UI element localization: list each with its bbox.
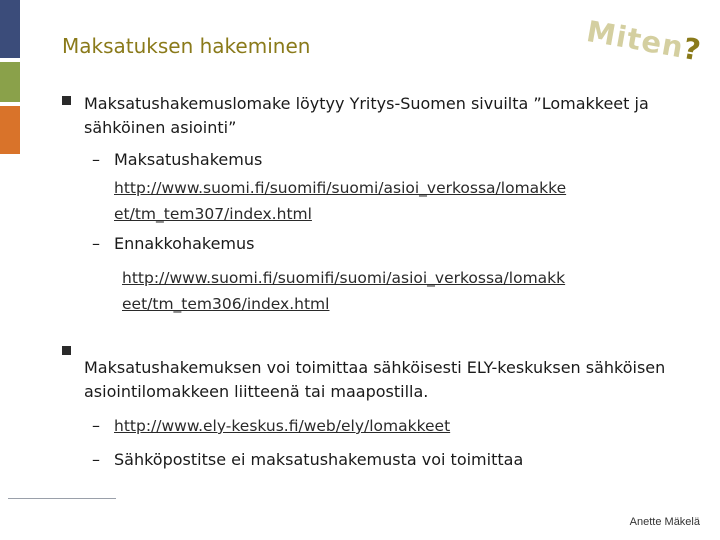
link-ennakkohakemus-line1[interactable]: http://www.suomi.fi/suomifi/suomi/asioi_verkossa/lomakk xyxy=(122,269,566,287)
subitem-label-ennakkohakemus: Ennakkohakemus xyxy=(114,234,255,253)
footer-divider xyxy=(8,498,116,499)
side-stripe-navy xyxy=(0,0,20,58)
miten-logo xyxy=(584,14,704,68)
side-stripe-green xyxy=(0,62,20,102)
bullet-square-icon xyxy=(62,96,71,105)
side-stripe-orange xyxy=(0,106,20,154)
link-maksatushakemus-line2[interactable]: et/tm_tem307/index.html xyxy=(114,205,312,223)
bullet-text-2: Maksatushakemuksen voi toimittaa sähköisesti ELY-keskuksen sähköisen asiointilomakkeen liitteenä tai maapostilla. xyxy=(84,358,666,401)
slide-title: Maksatuksen hakeminen xyxy=(62,34,311,58)
dash-icon: – xyxy=(92,234,100,253)
logo-question-mark: ? xyxy=(680,31,705,68)
link-maksatushakemus-line1[interactable]: http://www.suomi.fi/suomifi/suomi/asioi_verkossa/lomakke xyxy=(114,179,567,197)
link-ely-lomakkeet[interactable]: http://www.ely-keskus.fi/web/ely/lomakkeet xyxy=(114,417,451,435)
logo-text: Miten xyxy=(584,14,687,65)
bullet-square-icon xyxy=(62,346,71,355)
dash-icon: – xyxy=(92,150,100,169)
subitem-label-maksatushakemus: Maksatushakemus xyxy=(114,150,263,169)
author-footer: Anette Mäkelä xyxy=(629,516,700,528)
link-ennakkohakemus-line2[interactable]: eet/tm_tem306/index.html xyxy=(122,295,330,313)
dash-icon: – xyxy=(92,416,100,435)
bullet-text-1: Maksatushakemuslomake löytyy Yritys-Suomen sivuilta ”Lomakkeet ja sähköinen asiointi” xyxy=(84,94,649,137)
subitem-label-sahkoposti: Sähköpostitse ei maksatushakemusta voi toimittaa xyxy=(114,450,524,469)
dash-icon: – xyxy=(92,450,100,469)
